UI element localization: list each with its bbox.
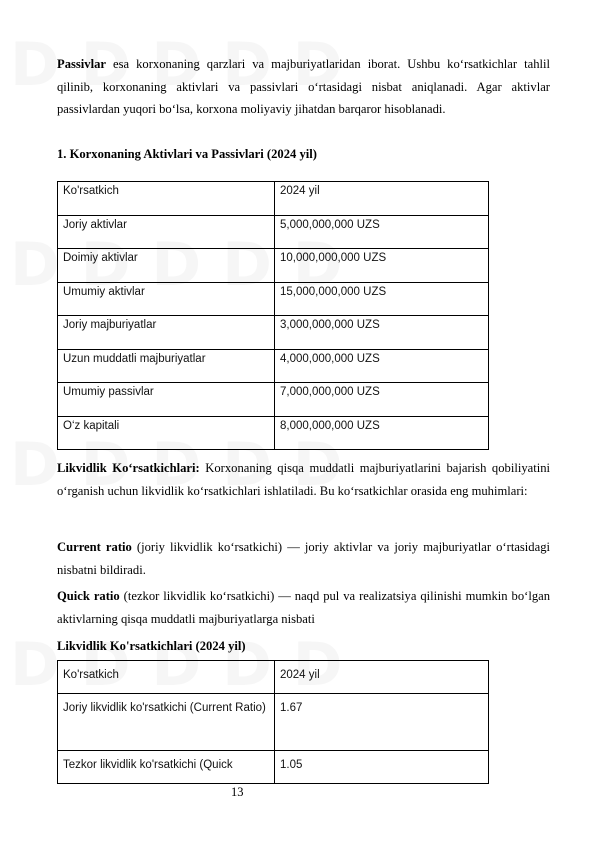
current-ratio-paragraph — [57, 536, 550, 581]
table-cell-value: 8,000,000,000 UZS — [275, 416, 489, 450]
table-cell-label: Tezkor likvidlik ko'rsatkichi (Quick — [58, 751, 275, 784]
liquidity-term: Likvidlik Ko‘rsatkichlari: — [57, 461, 200, 475]
liquidity-table — [57, 660, 489, 784]
table-cell-value: 10,000,000,000 UZS — [275, 249, 489, 283]
table-row — [58, 215, 489, 249]
table-cell-label: Doimiy aktivlar — [58, 249, 275, 283]
intro-paragraph — [57, 53, 550, 121]
current-ratio-text: (joriy likvidlik ko‘rsatkichi) — joriy aktivlar va joriy majburiyatlar o‘rtasidagi nisbatni bildiradi. — [57, 540, 550, 577]
table-header-cell: Ko'rsatkich — [58, 661, 275, 694]
page-number: 13 — [231, 785, 244, 799]
table-row — [58, 751, 489, 784]
table-cell-value: 3,000,000,000 UZS — [275, 316, 489, 350]
table-row — [58, 383, 489, 417]
table-row — [58, 416, 489, 450]
table-row — [58, 282, 489, 316]
quick-ratio-text: (tezkor likvidlik ko‘rsatkichi) — naqd pul va realizatsiya qilinishi mumkin bo‘lgan aktivlarning qisqa muddatli majburiyatlarga nisbati — [57, 589, 551, 626]
table-cell-label: Uzun muddatli majburiyatlar — [58, 349, 275, 383]
liquidity-text: Korxonaning qisqa muddatli majburiyatlarini bajarish qobiliyatini o‘rganish uchun likvidlik ko‘rsatkichlari ishlatiladi. Bu ko‘rsatkichlar orasida eng muhimlari: — [57, 461, 550, 498]
table-header-cell: Ko'rsatkich — [58, 182, 275, 216]
table-header-cell: 2024 yil — [275, 182, 489, 216]
quick-ratio-paragraph — [57, 585, 550, 630]
quick-ratio-term: Quick ratio — [57, 589, 120, 603]
table-cell-value: 1.05 — [275, 751, 489, 784]
table-cell-label: Umumiy aktivlar — [58, 282, 275, 316]
table-cell-value: 7,000,000,000 UZS — [275, 383, 489, 417]
table-row — [58, 694, 489, 751]
table-cell-value: 1.67 — [275, 694, 489, 751]
table-cell-label: O‘z kapitali — [58, 416, 275, 450]
table-cell-label: Joriy majburiyatlar — [58, 316, 275, 350]
section-heading: 1. Korxonaning Aktivlari va Passivlari (2024 yil) — [57, 147, 317, 161]
current-ratio-term: Current ratio — [57, 540, 132, 554]
table-cell-value: 4,000,000,000 UZS — [275, 349, 489, 383]
intro-text: esa korxonaning qarzlari va majburiyatlaridan iborat. Ushbu ko‘rsatkichlar tahlil qilinib, korxonaning aktivlari va passivlari o‘rtasidagi nisbat aniqlanadi. Agar aktivlar passivlardan yuqori bo‘lsa, korxona moliyaviy jihatdan barqaror hisoblanadi. — [57, 57, 550, 116]
table-cell-label: Joriy likvidlik ko'rsatkichi (Current Ratio) — [58, 694, 275, 751]
intro-term: Passivlar — [57, 57, 106, 71]
table-row — [58, 249, 489, 283]
table-header-row — [58, 661, 489, 694]
table-cell-value: 15,000,000,000 UZS — [275, 282, 489, 316]
table-cell-label: Umumiy passivlar — [58, 383, 275, 417]
liquidity-paragraph — [57, 457, 550, 502]
table-row — [58, 349, 489, 383]
table-cell-value: 5,000,000,000 UZS — [275, 215, 489, 249]
table-cell-label: Joriy aktivlar — [58, 215, 275, 249]
liquidity-table-heading: Likvidlik Ko'rsatkichlari (2024 yil) — [57, 639, 246, 653]
table-header-cell: 2024 yil — [275, 661, 489, 694]
table-row — [58, 316, 489, 350]
table-header-row — [58, 182, 489, 216]
assets-liabilities-table — [57, 181, 489, 450]
